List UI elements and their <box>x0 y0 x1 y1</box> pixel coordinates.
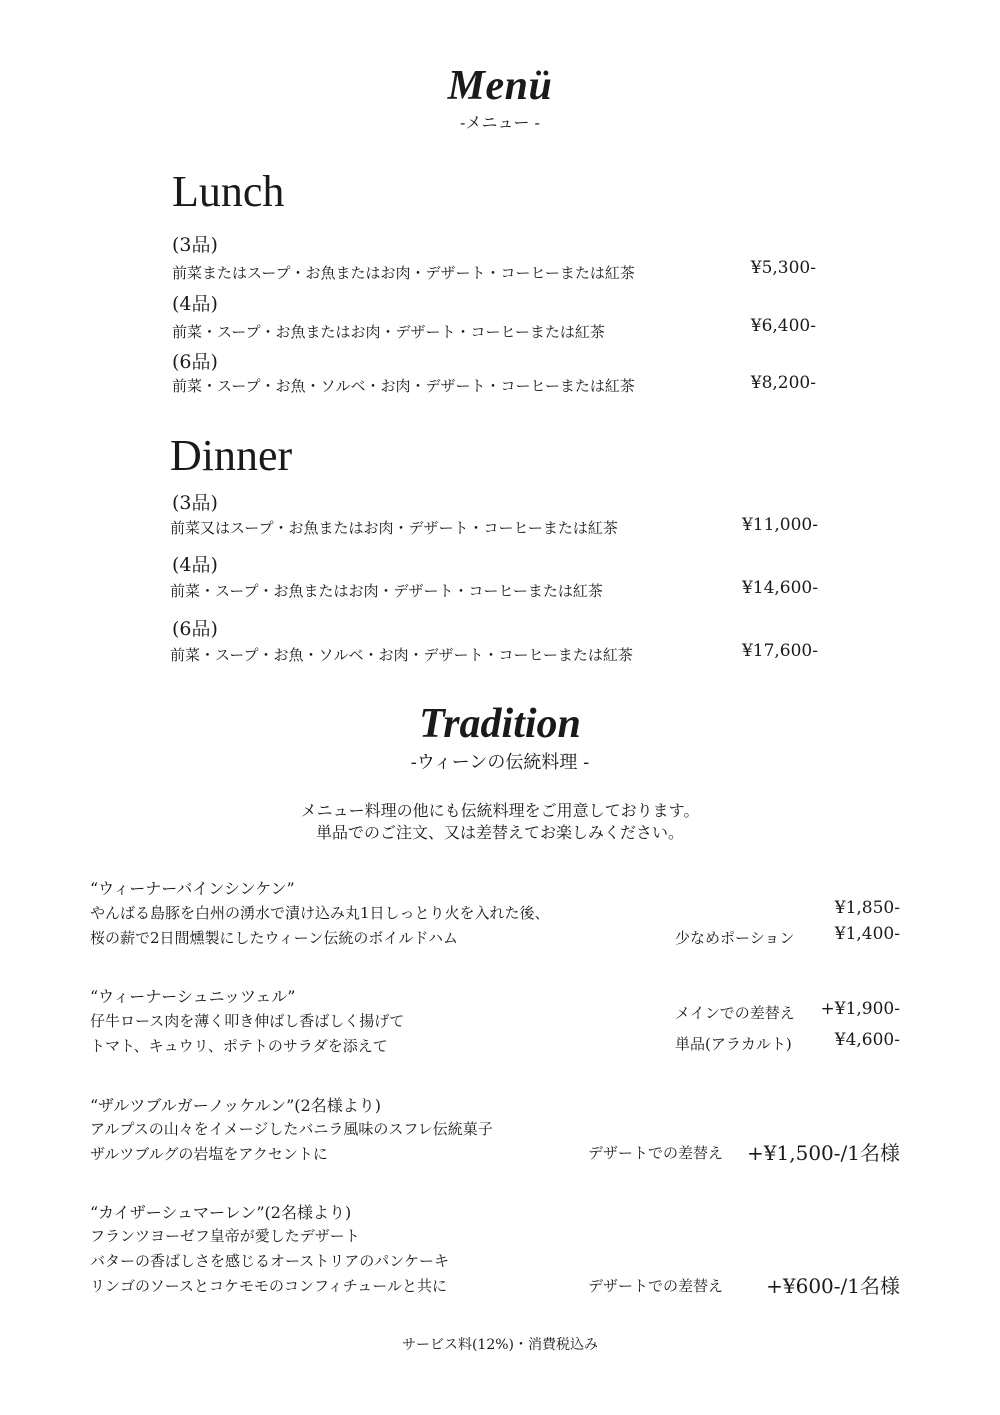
dish-2-alacarte-label: 単品(アラカルト) <box>675 1035 792 1053</box>
dish-4-name: “カイザーシュマーレン”(2名様より) <box>90 1203 352 1222</box>
tradition-subtitle: -ウィーンの伝統料理 - <box>410 752 590 773</box>
dish-1-name: “ウィーナーバインシンケン” <box>90 879 295 898</box>
dish-2-main-swap-price: +¥1,900- <box>820 999 900 1019</box>
dish-1-small-portion-label: 少なめポーション <box>675 929 795 947</box>
dish-3-line-2: ザルツブルグの岩塩をアクセントに <box>90 1145 328 1163</box>
dish-4-line-2: バターの香ばしさを感じるオーストリアのパンケーキ <box>90 1252 449 1270</box>
dish-1-price: ¥1,850- <box>834 898 900 918</box>
lunch-course-6-price: ¥8,200- <box>750 373 816 393</box>
dish-2-line-2: トマト、キュウリ、ポテトのサラダを添えて <box>90 1037 388 1055</box>
dinner-heading: Dinner <box>170 431 293 480</box>
dish-2-alacarte-price: ¥4,600- <box>834 1030 900 1050</box>
menu-title: Menü <box>447 63 553 109</box>
lunch-course-3-description: 前菜またはスープ・お魚またはお肉・デザート・コーヒーまたは紅茶 <box>172 264 635 282</box>
dish-4-dessert-swap-price: +¥600-/1名様 <box>766 1274 900 1298</box>
lunch-course-6-description: 前菜・スープ・お魚・ソルベ・お肉・デザート・コーヒーまたは紅茶 <box>172 377 635 395</box>
dish-3-dessert-swap-price: +¥1,500-/1名様 <box>747 1141 900 1165</box>
footer-note: サービス料(12%)・消費税込み <box>401 1337 599 1353</box>
tradition-intro-line-1: メニュー料理の他にも伝統料理をご用意しております。 <box>300 801 700 820</box>
dinner-course-6-count: (6品) <box>172 618 218 640</box>
dinner-course-6-price: ¥17,600- <box>741 641 818 661</box>
dish-3-name: “ザルツブルガーノッケルン”(2名様より) <box>90 1096 381 1115</box>
tradition-title: Tradition <box>419 701 581 747</box>
dish-1-line-1: やんばる島豚を白州の湧水で漬け込み丸1日しっとり火を入れた後、 <box>90 904 550 922</box>
dinner-course-3-count: (3品) <box>172 492 218 514</box>
dish-3-line-1: アルプスの山々をイメージしたバニラ風味のスフレ伝統菓子 <box>90 1120 493 1138</box>
dish-3-dessert-swap-label: デザートでの差替え <box>588 1144 724 1162</box>
lunch-course-3-count: (3品) <box>172 234 218 256</box>
dinner-course-3-price: ¥11,000- <box>741 515 818 535</box>
dish-4-line-3: リンゴのソースとコケモモのコンフィチュールと共に <box>90 1277 448 1295</box>
menu-subtitle: -メニュー - <box>460 113 540 132</box>
lunch-course-4-price: ¥6,400- <box>750 316 816 336</box>
tradition-intro-line-2: 単品でのご注文、又は差替えてお楽しみください。 <box>315 823 684 842</box>
lunch-course-6-count: (6品) <box>172 351 218 373</box>
dish-2-name: “ウィーナーシュニッツェル” <box>90 987 296 1006</box>
lunch-heading: Lunch <box>172 167 285 216</box>
dinner-course-4-description: 前菜・スープ・お魚またはお肉・デザート・コーヒーまたは紅茶 <box>170 582 603 600</box>
lunch-course-4-description: 前菜・スープ・お魚またはお肉・デザート・コーヒーまたは紅茶 <box>172 323 605 341</box>
dish-4-dessert-swap-label: デザートでの差替え <box>588 1277 724 1295</box>
dish-2-main-swap-label: メインでの差替え <box>675 1004 795 1022</box>
dinner-course-6-description: 前菜・スープ・お魚・ソルベ・お肉・デザート・コーヒーまたは紅茶 <box>170 646 633 664</box>
dish-2-line-1: 仔牛ロース肉を薄く叩き伸ばし香ばしく揚げて <box>90 1012 405 1030</box>
dinner-course-3-description: 前菜又はスープ・お魚またはお肉・デザート・コーヒーまたは紅茶 <box>170 519 618 537</box>
lunch-course-4-count: (4品) <box>172 293 218 315</box>
lunch-course-3-price: ¥5,300- <box>750 258 816 278</box>
dish-4-line-1: フランツヨーゼフ皇帝が愛したデザート <box>90 1227 360 1245</box>
dish-1-small-portion-price: ¥1,400- <box>834 924 900 944</box>
dinner-course-4-count: (4品) <box>172 554 218 576</box>
dinner-course-4-price: ¥14,600- <box>741 578 818 598</box>
dish-1-line-2: 桜の薪で2日間燻製にしたウィーン伝統のボイルドハム <box>90 929 459 947</box>
